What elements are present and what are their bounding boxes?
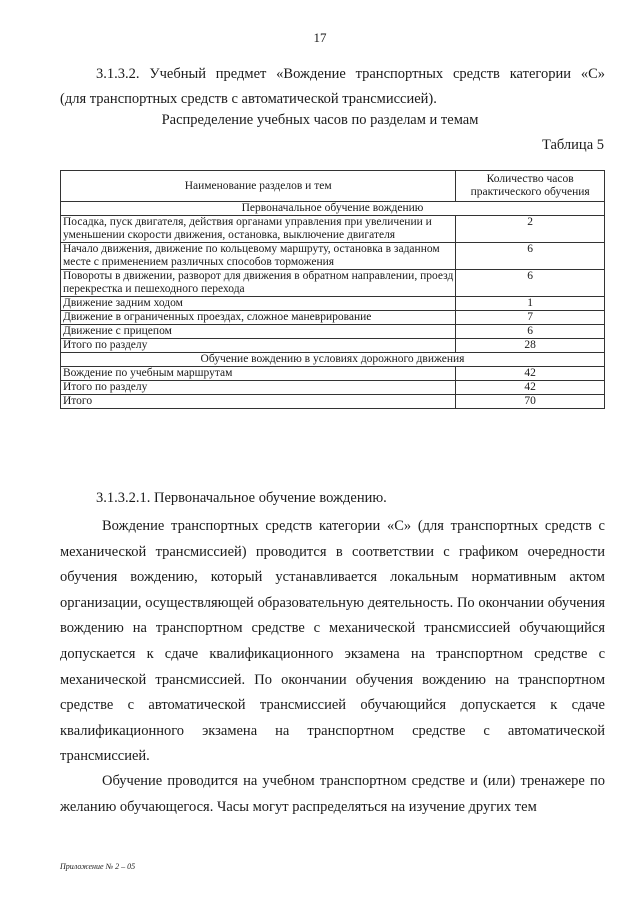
table-row [61, 270, 605, 297]
topic-hours: 42 [456, 367, 605, 381]
page-number: 17 [313, 30, 327, 45]
header-name: Наименование разделов и тем [61, 171, 456, 202]
table-subtitle: Распределение учебных часов по разделам и темам [161, 112, 479, 128]
topic-hours: 42 [456, 381, 605, 395]
table-row [61, 297, 605, 311]
table-header-row [61, 171, 605, 202]
table-section-row [61, 202, 605, 216]
section-title: Обучение вождению в условиях дорожного движения [61, 353, 605, 367]
table-row [61, 311, 605, 325]
topic-hours: 6 [456, 325, 605, 339]
section-heading [60, 62, 605, 112]
paragraph-2: Обучение проводится на учебном транспортном средстве и (или) тренажере по желанию обучающегося. Часы могут распределяться на изучение других тем [60, 773, 605, 815]
table-section-row [61, 353, 605, 367]
section-title: Первоначальное обучение вождению [61, 202, 605, 216]
table-label: Таблица 5 [541, 137, 604, 153]
topic-hours: 28 [456, 339, 605, 353]
topic-name: Итого по разделу [61, 381, 456, 395]
topic-name: Движение с прицепом [61, 325, 456, 339]
table-row [61, 367, 605, 381]
hours-distribution-table [60, 170, 605, 409]
header-hours: Количество часов практического обучения [456, 171, 605, 202]
paragraph-1: Вождение транспортных средств категории «С» (для транспортных средств с механической трансмиссией) проводится в соответствии с графиком очередности обучения вождению, который устанавливается локальным нормативным актом организации, осуществляющей образовательную деятельность. По окончании обучения вождению на транспортном средстве с механической трансмиссией обучающийся допускается к сдаче квалификационного экзамена на транспортном средстве с механической трансмиссией. По окончании обучения вождению на транспортном средстве с автоматической трансмиссией обучающийся допускается к сдаче квалификационного экзамена на транспортном средстве с автоматической трансмиссией. [60, 518, 605, 765]
topic-hours: 6 [456, 243, 605, 270]
topic-name: Начало движения, движение по кольцевому маршруту, остановка в заданном месте с применением различных способов торможения [61, 243, 456, 270]
table-row [61, 395, 605, 409]
table-row [61, 216, 605, 243]
topic-hours: 7 [456, 311, 605, 325]
topic-name: Движение в ограниченных проездах, сложное маневрирование [61, 311, 456, 325]
section-heading-line-1: 3.1.3.2. Учебный предмет «Вождение транспортных средств категории «С» [96, 66, 605, 82]
topic-name: Итого по разделу [61, 339, 456, 353]
topic-hours: 70 [456, 395, 605, 409]
table-row [61, 381, 605, 395]
table-body [61, 202, 605, 409]
topic-name: Вождение по учебным маршрутам [61, 367, 456, 381]
topic-name: Движение задним ходом [61, 297, 456, 311]
footer-note: Приложение № 2 – 05 [60, 862, 136, 871]
topic-name: Посадка, пуск двигателя, действия органами управления при увеличении и уменьшении скорости движения, остановка, выключение двигателя [61, 216, 456, 243]
table-row [61, 339, 605, 353]
table-row [61, 243, 605, 270]
section-heading-line-2: (для транспортных средств с автоматической трансмиссией). [60, 91, 437, 107]
topic-name: Итого [61, 395, 456, 409]
topic-hours: 6 [456, 270, 605, 297]
table-row [61, 325, 605, 339]
sub-heading: 3.1.3.2.1. Первоначальное обучение вождению. [96, 490, 387, 506]
topic-hours: 1 [456, 297, 605, 311]
topic-hours: 2 [456, 216, 605, 243]
topic-name: Повороты в движении, разворот для движения в обратном направлении, проезд перекрестка и пешеходного перехода [61, 270, 456, 297]
